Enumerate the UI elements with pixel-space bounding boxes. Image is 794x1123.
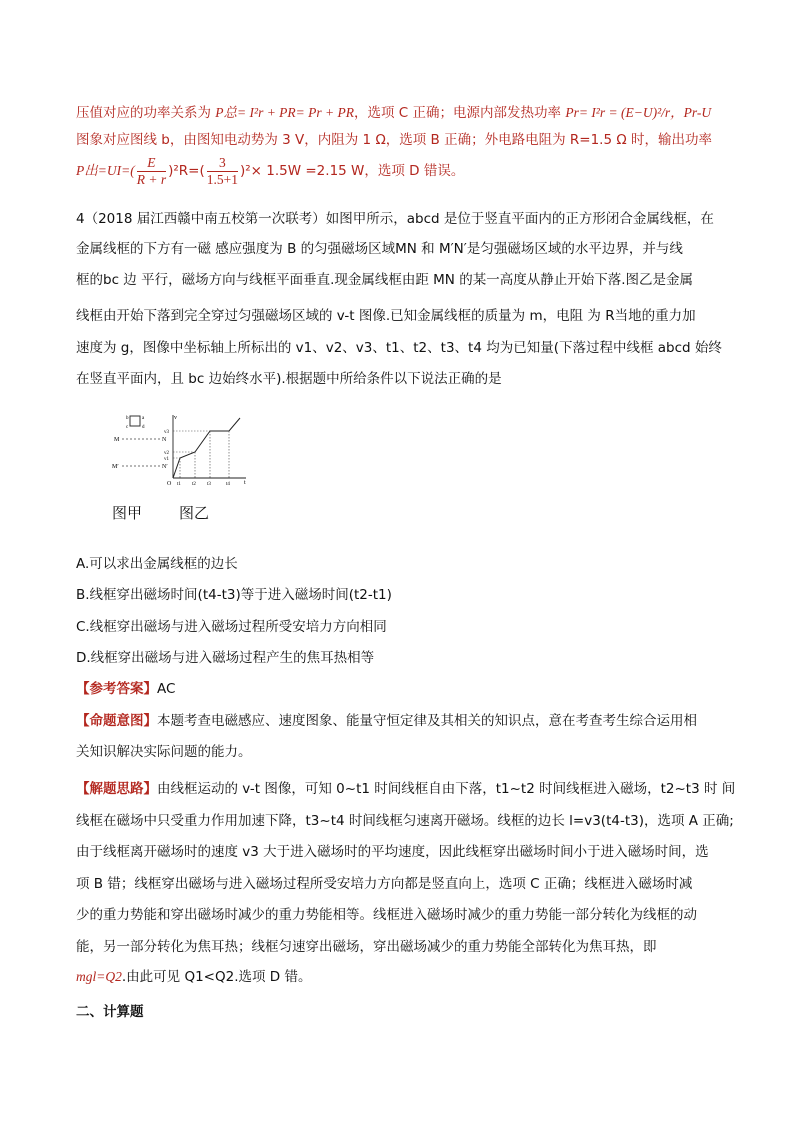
option-c: C.线框穿出磁场与进入磁场过程所受安培力方向相同 (76, 619, 387, 635)
caption-jia: 图甲 (112, 504, 143, 522)
analysis-line-2: 图象对应图线 b，由图知电动势为 3 V，内阻为 1 Ω，选项 B 正确；外电路电阻为 R=1.5 Ω 时，输出功率 (76, 132, 712, 148)
label-v2: v2 (164, 451, 169, 456)
caption-yi: 图乙 (179, 504, 210, 522)
vt-curve (173, 418, 240, 478)
label-n-prime: N′ (162, 464, 168, 470)
intent-label: 【命题意图】 (76, 713, 157, 729)
label-m-prime: M′ (112, 464, 119, 470)
analysis-line-1b: ，选项 C 正确；电源内部发热功率 (354, 105, 562, 121)
analysis-line-1c: ，Pr-U (670, 105, 712, 120)
option-d: D.线框穿出磁场与进入磁场过程产生的焦耳热相等 (76, 650, 375, 666)
question-line-6: 在竖直平面内，且 bc 边始终水平).根据题中所给条件以下说法正确的是 (76, 371, 502, 387)
heat-power-formula: Pr= I²r = (E−U)²/r (565, 105, 671, 120)
solution-line-2: 线框在磁场中只受重力作用加速下降，t3~t4 时间线框匀速离开磁场。线框的边长 l=v3(t4-t3)，选项 A 正确; (76, 813, 734, 829)
label-t1: t1 (177, 482, 181, 487)
option-b: B.线框穿出磁场时间(t4-t3)等于进入磁场时间(t2-t1) (76, 587, 392, 603)
label-t3: t3 (207, 482, 211, 487)
figure-jia (112, 416, 168, 470)
solution-line-7 (76, 967, 311, 987)
answer-label: 【参考答案】 (76, 681, 157, 697)
analysis-line-3 (76, 153, 464, 189)
fraction-3-over-2-5: $\frac{3}{1.5+1}$ (206, 154, 238, 187)
solution-line-5: 少的重力势能和穿出磁场时减少的重力势能相等。线框进入磁场时减少的重力势能一部分转化为线框的动 (76, 907, 697, 923)
label-a: a (142, 416, 145, 421)
label-n: N (162, 437, 167, 443)
option-a: A.可以求出金属线框的边长 (76, 556, 238, 572)
output-power-mid: )²R=( (168, 163, 205, 179)
figure-yi (164, 415, 246, 487)
label-o: O (167, 481, 172, 487)
solution-text-1: 由线框运动的 v-t 图像，可知 0~t1 时间线框自由下落，t1~t2 时间线框进入磁场，t2~t3 时 间 (157, 781, 736, 797)
solution-line-3: 由于线框离开磁场时的速度 v3 大于进入磁场时的平均速度，因此线框穿出磁场时间小于进入磁场时间，选 (76, 844, 709, 860)
figure (100, 412, 270, 492)
label-v: v (174, 415, 177, 421)
solution-line-6: 能，另一部分转化为焦耳热；线框匀速穿出磁场，穿出磁场减少的重力势能全部转化为焦耳热，即 (76, 939, 657, 955)
label-v3: v3 (164, 430, 169, 435)
coil-square (130, 416, 140, 426)
label-t2: t2 (192, 482, 196, 487)
answer-line (76, 679, 175, 699)
fraction-e-over-rr: $\frac{E}{R + r}$ (136, 154, 167, 187)
label-m: M (114, 437, 120, 443)
label-t: t (244, 480, 246, 486)
solution-text-7b: .由此可见 Q1<Q2 (121, 969, 235, 985)
output-power-prefix: P出=UI=( (76, 163, 135, 178)
output-power-end: )²× 1.5W =2.15 W，选项 D 错误。 (239, 163, 465, 179)
analysis-line-1a: 压值对应的功率关系为 (76, 105, 211, 121)
intent-line-1 (76, 711, 697, 731)
solution-label: 【解题思路】 (76, 781, 157, 797)
question-line-5: 速度为 g，图像中坐标轴上所标出的 v1、v2、v3、t1、t2、t3、t4 均为已知量(下落过程中线框 abcd 始终 (76, 340, 722, 356)
power-formula: P总= I²r + PR= Pr + PR (215, 105, 355, 120)
label-c: c (126, 425, 129, 430)
solution-line-1 (76, 779, 735, 799)
label-v1: v1 (164, 457, 169, 462)
question-line-1: 4（2018 届江西赣中南五校第一次联考）如图甲所示，abcd 是位于竖直平面内的正方形闭合金属线框，在 (76, 211, 714, 227)
label-t4: t4 (226, 482, 230, 487)
analysis-line-1 (76, 103, 711, 123)
question-line-4: 线框由开始下落到完全穿过匀强磁场区域的 v-t 图像.已知金属线框的质量为 m，电阻 为 R当地的重力加 (76, 308, 696, 324)
question-line-3: 框的bc 边 平行，磁场方向与线框平面垂直.现金属线框由距 MN 的某一高度从静止开始下落.图乙是金属 (76, 272, 693, 288)
question-line-2: 金属线框的下方有一磁 感应强度为 B 的匀强磁场区域MN 和 M′N′是匀强磁场区域的水平边界，并与线 (76, 241, 683, 257)
label-d: d (142, 425, 145, 430)
label-b: b (126, 416, 129, 421)
solution-formula-mgl: mgl=Q2 (76, 969, 122, 984)
intent-text-1: 本题考查电磁感应、速度图象、能量守恒定律及其相关的知识点，意在考查考生综合运用相 (157, 713, 697, 729)
intent-line-2: 关知识解决实际问题的能力。 (76, 744, 252, 760)
answer-value: AC (157, 681, 176, 697)
solution-text-7c: .选项 D 错。 (234, 969, 312, 985)
solution-line-4: 项 B 错；线框穿出磁场与进入磁场过程所受安培力方向都是竖直向上，选项 C 正确；线框进入磁场时减 (76, 876, 693, 892)
section-title: 二、计算题 (76, 1004, 144, 1020)
